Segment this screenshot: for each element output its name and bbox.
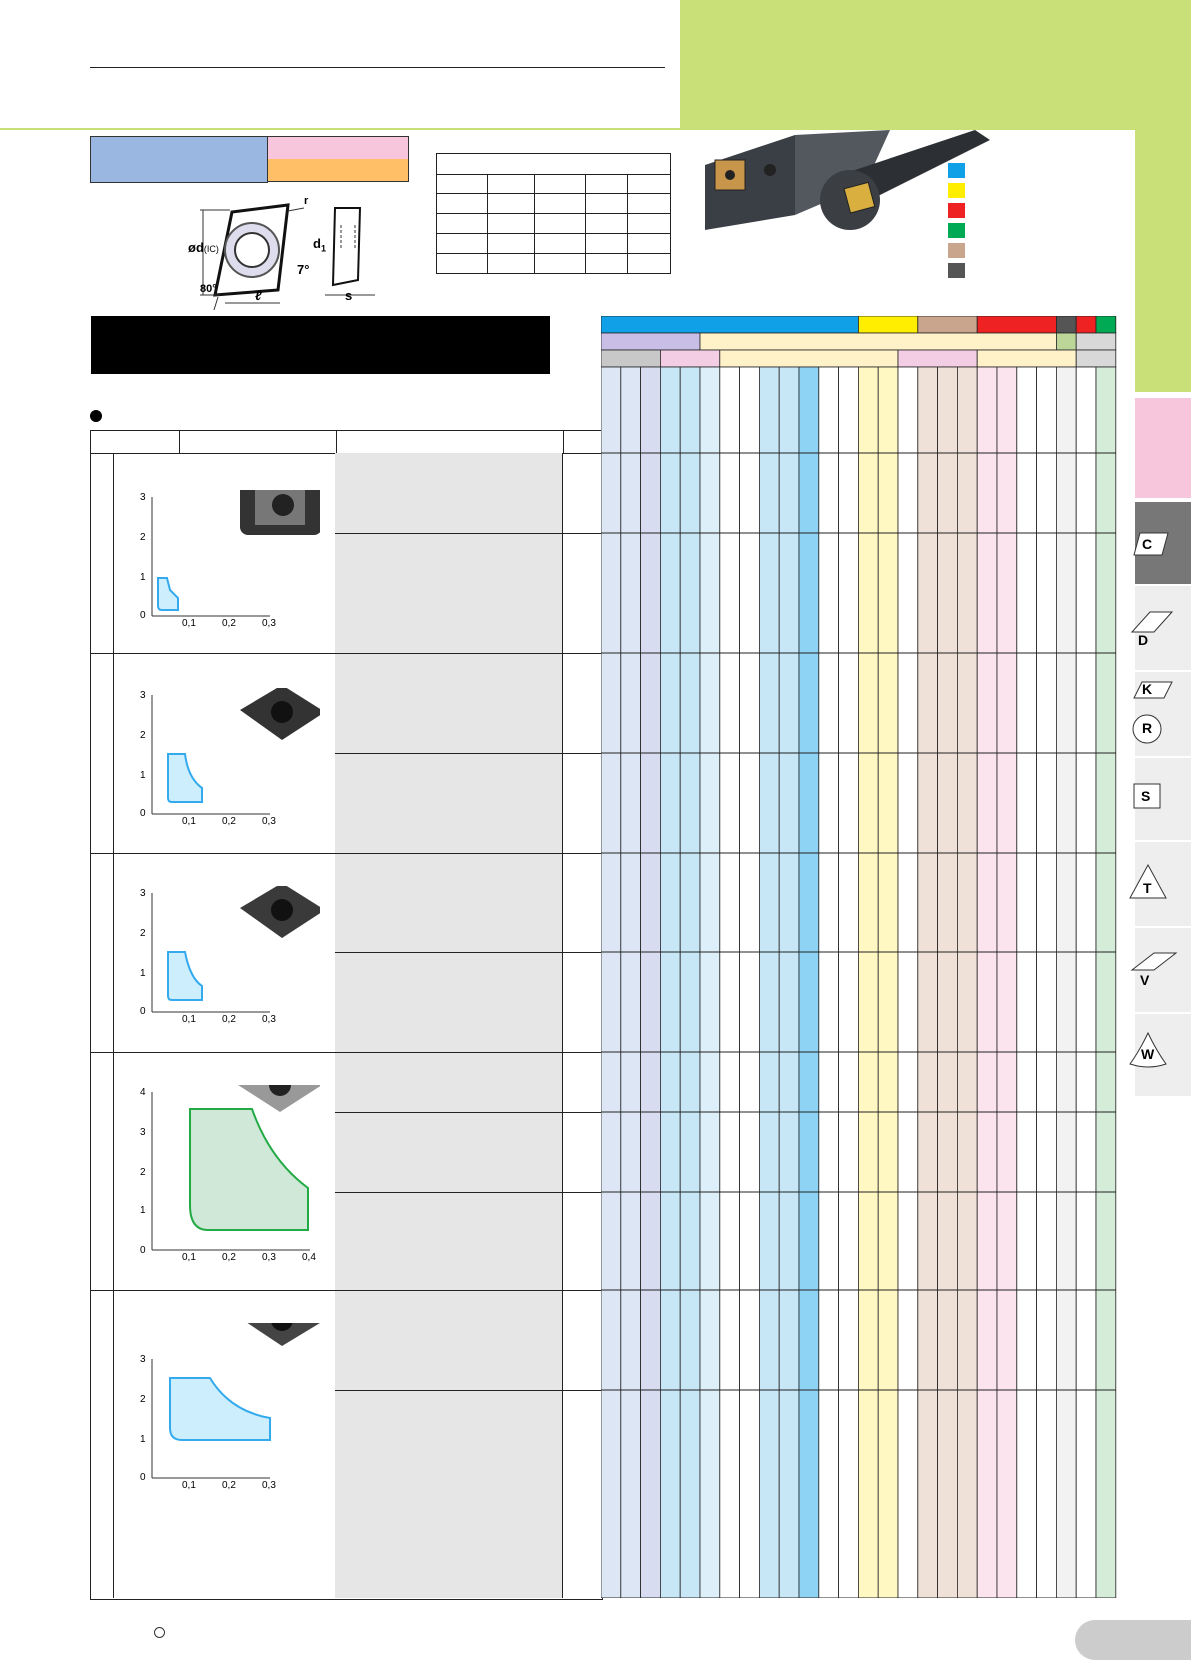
grid-cell xyxy=(898,367,918,1598)
y-tick: 3 xyxy=(140,690,146,701)
x-tick: 0,3 xyxy=(262,1014,276,1025)
category-box-orange xyxy=(267,159,409,182)
y-tick: 1 xyxy=(140,572,146,583)
page-number-pill xyxy=(1075,1620,1191,1660)
grid-cell xyxy=(1076,333,1116,350)
x-tick: 0,1 xyxy=(182,816,196,827)
x-tick: 0,1 xyxy=(182,1014,196,1025)
y-tick: 3 xyxy=(140,1354,146,1365)
y-tick: 1 xyxy=(140,1205,146,1216)
y-tick: 3 xyxy=(140,888,146,899)
y-tick: 0 xyxy=(140,610,146,621)
tab-k-icon xyxy=(1128,678,1178,703)
y-tick: 2 xyxy=(140,928,146,939)
grid-cell xyxy=(1076,316,1096,333)
grid-cell xyxy=(898,350,977,367)
grid-cell xyxy=(759,367,779,1598)
grid-cell xyxy=(779,367,799,1598)
grid-cell xyxy=(680,367,700,1598)
y-tick: 3 xyxy=(140,1127,146,1138)
grid-cell xyxy=(957,367,977,1598)
legend-brown xyxy=(948,243,965,258)
side-green-band xyxy=(1135,130,1191,392)
x-tick: 0,2 xyxy=(222,618,236,629)
grade-grid xyxy=(601,316,1117,1598)
tab-t-label: T xyxy=(1143,880,1152,896)
y-tick: 1 xyxy=(140,968,146,979)
grid-cell xyxy=(601,350,660,367)
legend-red xyxy=(948,203,965,218)
grid-cell xyxy=(601,316,858,333)
label-l: ℓ xyxy=(255,288,262,303)
grade-grid-svg xyxy=(601,316,1117,1598)
x-tick: 0,1 xyxy=(182,1252,196,1263)
label-s: s xyxy=(345,288,353,303)
y-tick: 2 xyxy=(140,532,146,543)
bullet-icon xyxy=(90,410,102,422)
legend-yellow xyxy=(948,183,965,198)
grid-cell xyxy=(1096,316,1116,333)
grid-cell xyxy=(700,367,720,1598)
legend-blue xyxy=(948,163,965,178)
label-80deg: 80° xyxy=(200,283,217,295)
tab-s-label: S xyxy=(1141,788,1151,804)
section-title-bar xyxy=(91,316,550,374)
grid-cell xyxy=(977,316,1056,333)
grid-cell xyxy=(1096,367,1116,1598)
footer-circle xyxy=(154,1627,165,1638)
grid-cell xyxy=(601,333,700,350)
tab-k-label: K xyxy=(1142,681,1153,697)
tab-r-label: R xyxy=(1142,720,1153,736)
tab-c-label: C xyxy=(1142,536,1153,552)
grid-cell xyxy=(938,367,958,1598)
label-7deg: 7° xyxy=(297,262,310,277)
grid-cell xyxy=(621,367,641,1598)
grid-cell xyxy=(1076,350,1116,367)
grid-cell xyxy=(660,367,680,1598)
grid-cell xyxy=(1056,333,1076,350)
tab-d-icon xyxy=(1128,608,1178,638)
grid-cell xyxy=(641,367,661,1598)
tab-v-label: V xyxy=(1140,972,1150,988)
y-tick: 1 xyxy=(140,770,146,781)
dimension-table xyxy=(436,153,671,274)
y-tick: 0 xyxy=(140,1245,146,1256)
grid-cell xyxy=(819,367,839,1598)
x-tick: 0,1 xyxy=(182,1480,196,1491)
grid-cell xyxy=(858,367,878,1598)
header-green-band xyxy=(680,0,1191,130)
label-d1: $d_1$ xyxy=(313,236,326,254)
grid-cell xyxy=(839,367,859,1598)
grid-cell xyxy=(1056,367,1076,1598)
y-tick: 2 xyxy=(140,1167,146,1178)
y-tick: 2 xyxy=(140,1394,146,1405)
grid-cell xyxy=(997,367,1017,1598)
y-tick: 0 xyxy=(140,1006,146,1017)
x-tick: 0,3 xyxy=(262,1480,276,1491)
y-tick: 1 xyxy=(140,1434,146,1445)
grid-cell xyxy=(1076,367,1096,1598)
category-box-blue xyxy=(90,136,268,183)
description-column xyxy=(335,453,563,1598)
tab-w-label: W xyxy=(1141,1046,1155,1062)
x-tick: 0,2 xyxy=(222,1480,236,1491)
legend-green xyxy=(948,223,965,238)
grid-cell xyxy=(1037,367,1057,1598)
tab-v-icon xyxy=(1128,950,1178,975)
y-tick: 3 xyxy=(140,492,146,503)
grid-cell xyxy=(918,367,938,1598)
grid-cell xyxy=(1056,316,1076,333)
x-tick: 0,2 xyxy=(222,1014,236,1025)
label-r: r xyxy=(304,195,309,207)
x-tick: 0,3 xyxy=(262,618,276,629)
x-tick: 0,2 xyxy=(222,1252,236,1263)
grid-cell xyxy=(918,316,977,333)
y-tick: 2 xyxy=(140,730,146,741)
grid-cell xyxy=(660,350,719,367)
grid-cell xyxy=(858,316,917,333)
x-tick: 0,3 xyxy=(262,1252,276,1263)
toolholder-photo xyxy=(700,130,990,235)
x-tick: 0,1 xyxy=(182,618,196,629)
y-tick: 0 xyxy=(140,1472,146,1483)
tab-d-label: D xyxy=(1138,632,1149,648)
label-d: ød(IC) xyxy=(188,240,219,255)
grid-cell xyxy=(740,367,760,1598)
side-tab-pink xyxy=(1135,398,1191,498)
x-tick: 0,4 xyxy=(302,1252,316,1263)
grid-cell xyxy=(977,367,997,1598)
grid-cell xyxy=(799,367,819,1598)
y-tick: 0 xyxy=(140,808,146,819)
grid-cell xyxy=(878,367,898,1598)
category-box-pink xyxy=(267,136,409,161)
title-rule xyxy=(90,67,665,68)
grid-cell xyxy=(700,333,1056,350)
tab-c-icon xyxy=(1128,525,1178,565)
y-tick: 4 xyxy=(140,1087,146,1098)
grid-cell xyxy=(601,367,621,1598)
x-tick: 0,3 xyxy=(262,816,276,827)
x-tick: 0,2 xyxy=(222,816,236,827)
grid-cell xyxy=(720,367,740,1598)
grid-cell xyxy=(1017,367,1037,1598)
grid-cell xyxy=(977,350,1076,367)
grid-cell xyxy=(720,350,898,367)
legend-grey xyxy=(948,263,965,278)
